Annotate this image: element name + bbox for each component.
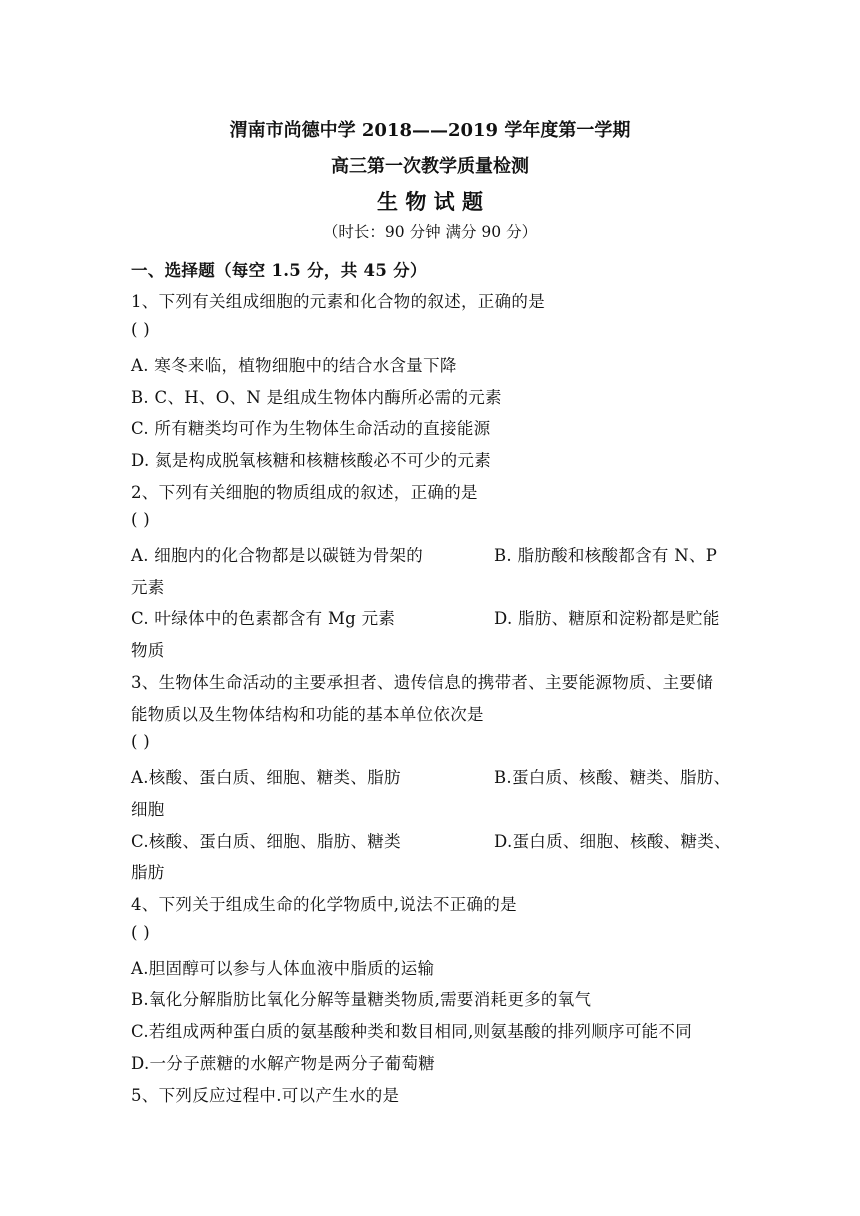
question-2-option-b: B. 脂肪酸和核酸都含有 N、P <box>494 546 718 565</box>
question-2-option-a: A. 细胞内的化合物都是以碳链为骨架的 <box>131 546 424 565</box>
question-4-option-c: C.若组成两种蛋白质的氨基酸种类和数目相同,则氨基酸的排列顺序可能不同 <box>131 1022 693 1041</box>
question-2-option-b-cont: 元素 <box>131 578 165 597</box>
section-heading: 一、选择题（每空 1.5 分，共 45 分） <box>131 261 427 280</box>
question-4-option-d: D.一分子蔗糖的水解产物是两分子葡萄糖 <box>131 1054 436 1073</box>
exam-title: 高三第一次教学质量检测 <box>331 156 529 177</box>
school-title: 渭南市尚德中学 2018——2019 学年度第一学期 <box>229 120 631 141</box>
question-1-option-b: B. C、H、O、N 是组成生物体内酶所必需的元素 <box>131 388 502 407</box>
question-4-answer-paren: ( ) <box>131 923 151 942</box>
question-3-option-c: C.核酸、蛋白质、细胞、脂肪、糖类 <box>131 832 401 851</box>
question-1-option-c: C. 所有糖类均可作为生物体生命活动的直接能源 <box>131 419 491 438</box>
question-3-option-d-cont: 脂肪 <box>131 863 165 882</box>
question-3-stem-line-2: 能物质以及生物体结构和功能的基本单位依次是 <box>131 705 484 724</box>
question-4-option-b: B.氧化分解脂肪比氧化分解等量糖类物质,需要消耗更多的氧气 <box>131 990 592 1009</box>
question-4-option-a: A.胆固醇可以参与人体血液中脂质的运输 <box>131 959 435 978</box>
subject-title: 生 物 试 题 <box>377 189 483 214</box>
question-1-answer-paren: ( ) <box>131 320 151 339</box>
question-3-option-a: A.核酸、蛋白质、细胞、糖类、脂肪 <box>131 768 401 787</box>
question-2-option-c: C. 叶绿体中的色素都含有 Mg 元素 <box>131 609 396 628</box>
exam-meta: （时长：90 分钟 满分 90 分） <box>322 223 538 241</box>
question-3-option-d: D.蛋白质、细胞、核酸、糖类、 <box>494 832 731 851</box>
question-4-stem: 4、下列关于组成生命的化学物质中,说法不正确的是 <box>131 895 517 914</box>
question-3-answer-paren: ( ) <box>131 732 151 751</box>
question-2-option-d-cont: 物质 <box>131 641 165 660</box>
question-5-stem: 5、下列反应过程中.可以产生水的是 <box>131 1086 400 1105</box>
question-1-option-d: D. 氮是构成脱氧核糖和核糖核酸必不可少的元素 <box>131 451 492 470</box>
question-1-option-a: A. 寒冬来临，植物细胞中的结合水含量下降 <box>131 356 457 375</box>
question-2-option-d: D. 脂肪、糖原和淀粉都是贮能 <box>494 609 720 628</box>
question-2-stem: 2、下列有关细胞的物质组成的叙述，正确的是 <box>131 483 478 502</box>
question-3-stem-line-1: 3、生物体生命活动的主要承担者、遗传信息的携带者、主要能源物质、主要储 <box>131 673 713 692</box>
question-3-option-b-cont: 细胞 <box>131 800 165 819</box>
question-2-answer-paren: ( ) <box>131 510 151 529</box>
question-3-option-b: B.蛋白质、核酸、糖类、脂肪、 <box>494 768 731 787</box>
question-1-stem: 1、下列有关组成细胞的元素和化合物的叙述，正确的是 <box>131 292 545 311</box>
